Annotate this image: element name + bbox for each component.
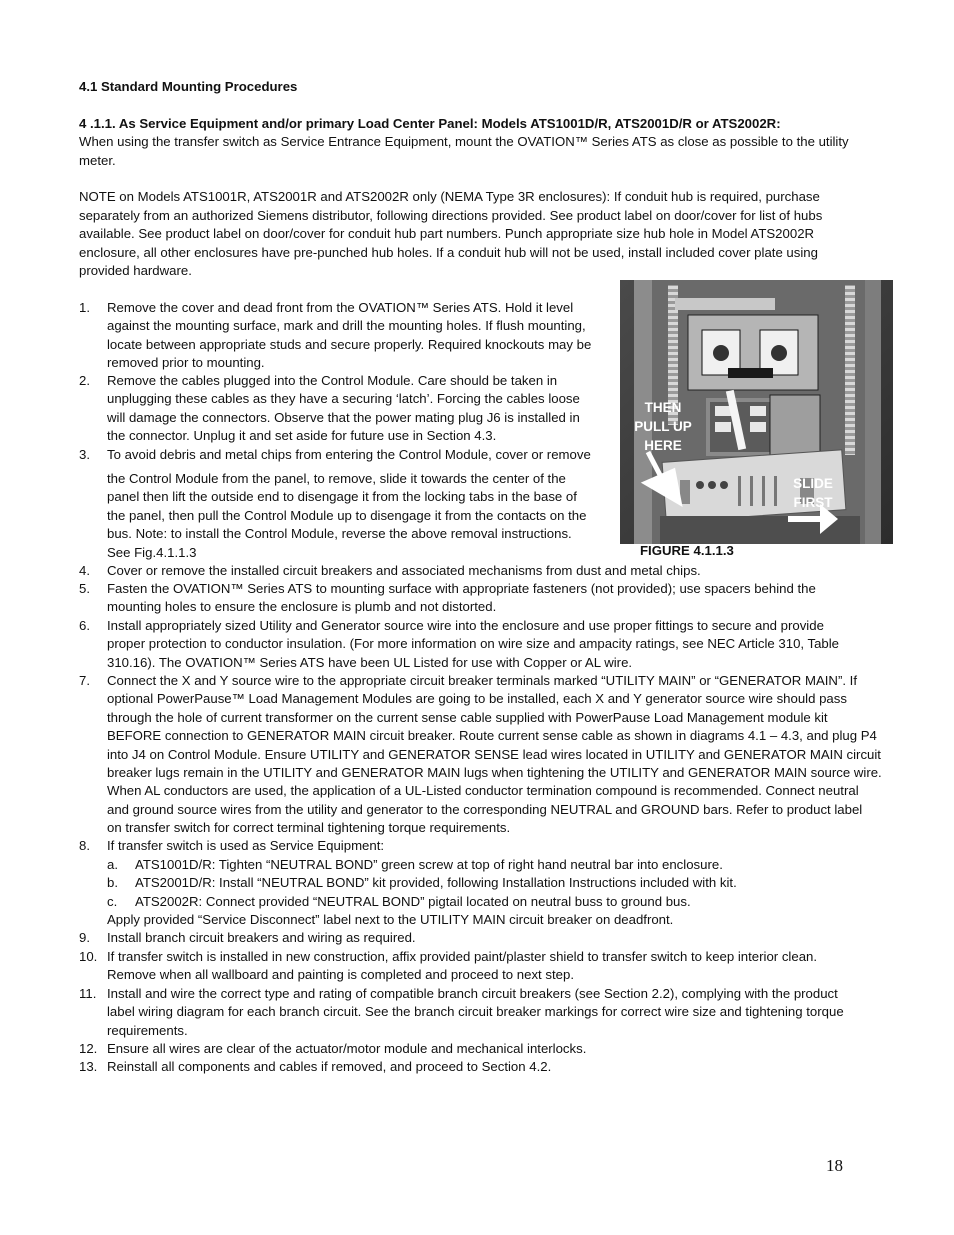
step-line: the panel, then pull the Control Module up to disengage it from the contacts on the bbox=[107, 507, 587, 523]
sub-step-text: ATS2001D/R: Install “NEUTRAL BOND” kit provided, following Installation Instructions included with kit. bbox=[135, 875, 737, 890]
step-line: breaker lugs remain in the UTILITY and GENERATOR MAIN lugs when tightening the UTILITY and GENERATOR MAIN source wire. bbox=[107, 765, 882, 781]
figure-label-line: PULL UP bbox=[634, 419, 692, 434]
intro-line: When using the transfer switch as Service Entrance Equipment, mount the OVATION™ Series ATS as close as possible to the utility bbox=[79, 134, 849, 149]
step-line: locate between appropriate studs and secure properly. Required knockouts may be bbox=[107, 336, 592, 352]
step-line: Install appropriately sized Utility and Generator source wire into the enclosure and use proper fittings to secure and provide bbox=[107, 618, 824, 633]
step-number: 10. bbox=[79, 949, 98, 964]
step-line: To avoid debris and metal chips from entering the Control Module, cover or remove bbox=[107, 447, 591, 462]
step-number: 3. bbox=[79, 447, 90, 462]
step-13-text bbox=[107, 1058, 551, 1076]
step-number: 4. bbox=[79, 563, 90, 578]
sub-step-letter: b. bbox=[107, 875, 118, 890]
step-line: mounting holes to ensure the enclosure is plumb and not distorted. bbox=[107, 599, 497, 615]
step-line: Remove the cables plugged into the Control Module. Care should be taken in bbox=[107, 373, 558, 388]
step-line: requirements. bbox=[107, 1022, 188, 1038]
step-11-text bbox=[107, 985, 844, 1040]
step-line: will damage the connectors. Observe that the power mating plug J6 is installed in bbox=[107, 409, 580, 425]
step-number: 2. bbox=[79, 373, 90, 388]
step-line: against the mounting surface, mark and drill the mounting holes. If flush mounting, bbox=[107, 318, 586, 334]
step-line: Reinstall all components and cables if removed, and proceed to Section 4.2. bbox=[107, 1059, 552, 1074]
step-8-tail: Apply provided “Service Disconnect” label next to the UTILITY MAIN circuit breaker on deadfront. bbox=[107, 912, 674, 927]
step-number: 7. bbox=[79, 673, 90, 688]
step-line: the connector. Unplug it and set aside for future use in Section 4.3. bbox=[107, 428, 497, 444]
step-5-text bbox=[107, 580, 816, 617]
intro-line: meter. bbox=[79, 153, 116, 168]
step-line: on transfer switch for correct terminal tightening torque requirements. bbox=[107, 820, 511, 836]
step-line: unplugging these cables as they have a securing ‘latch’. Forcing the cables loose bbox=[107, 391, 580, 407]
step-line: label wiring diagram for each branch circuit. See the branch circuit breaker markings for correct wire size and tightening torque bbox=[107, 1004, 844, 1020]
step-line: See Fig.4.1.1.3 bbox=[107, 544, 197, 560]
sub-step-text: ATS2002R: Connect provided “NEUTRAL BOND” pigtail located on neutral buss to ground bus. bbox=[135, 894, 691, 909]
step-1-text bbox=[107, 299, 607, 373]
note-line: NOTE on Models ATS1001R, ATS2001R and ATS2002R only (NEMA Type 3R enclosures): If conduit hub is required, purchase bbox=[79, 189, 820, 204]
step-line: panel then lift the outside end to disengage it from the locking tabs in the base of bbox=[107, 489, 577, 505]
step-number: 9. bbox=[79, 930, 90, 945]
step-line: Install and wire the correct type and rating of compatible branch circuit breakers (see Section 2.2), complying with the product bbox=[107, 986, 838, 1001]
step-number: 5. bbox=[79, 581, 90, 596]
note-line: enclosure, all other enclosures have pre-punched hub holes. If a conduit hub will not be used, install included cover plate using bbox=[79, 245, 818, 260]
step-2-text bbox=[107, 372, 607, 446]
figure-label-line: FIRST bbox=[793, 495, 833, 510]
figure-4-1-1-3-photo bbox=[620, 280, 893, 544]
step-line: If transfer switch is installed in new construction, affix provided paint/plaster shield to transfer switch to keep interior clean. bbox=[107, 949, 818, 964]
step-3-text bbox=[107, 446, 607, 464]
step-line: Ensure all wires are clear of the actuator/motor module and mechanical interlocks. bbox=[107, 1041, 587, 1056]
step-10-text bbox=[107, 948, 817, 985]
step-4-text bbox=[107, 562, 701, 580]
step-line: Fasten the OVATION™ Series ATS to mounting surface with appropriate fasteners (not provided); use spacers behind the bbox=[107, 581, 816, 596]
step-line: through the hole of current transformer on the current sense cable supplied with PowerPause Load Management module kit bbox=[107, 709, 828, 725]
step-8-text: If transfer switch is used as Service Equipment: bbox=[107, 838, 385, 853]
step-line: into J4 on Control Module. Ensure UTILITY and GENERATOR SENSE lead wires located in UTILITY and GENERATOR MAIN circuit bbox=[107, 746, 881, 762]
step-line: Cover or remove the installed circuit breakers and associated mechanisms from dust and metal chips. bbox=[107, 563, 701, 578]
figure-label-slide-first bbox=[788, 474, 838, 512]
step-number: 13. bbox=[79, 1059, 98, 1074]
step-line: and ground source wires from the utility and generator to the corresponding NEUTRAL and GROUND bars. Refer to product label bbox=[107, 801, 863, 817]
section-heading: 4.1 Standard Mounting Procedures bbox=[79, 79, 298, 94]
step-12-text bbox=[107, 1040, 586, 1058]
step-line: Remove the cover and dead front from the OVATION™ Series ATS. Hold it level bbox=[107, 300, 574, 315]
step-line: Install branch circuit breakers and wiring as required. bbox=[107, 930, 416, 945]
step-3-continued bbox=[107, 470, 607, 562]
sub-step-text: ATS1001D/R: Tighten “NEUTRAL BOND” green screw at top of right hand neutral bar into enclosure. bbox=[135, 857, 723, 872]
step-number: 6. bbox=[79, 618, 90, 633]
figure-label-then-pull-up-here bbox=[628, 398, 698, 455]
step-number: 1. bbox=[79, 300, 90, 315]
figure-label-line: THEN bbox=[644, 400, 682, 415]
note-line: provided hardware. bbox=[79, 263, 192, 278]
step-line: Connect the X and Y source wire to the appropriate circuit breaker terminals marked “UTILITY MAIN” or “GENERATOR MAIN”. If bbox=[107, 673, 857, 688]
step-line: bus. Note: to install the Control Module, reverse the above removal instructions. bbox=[107, 526, 572, 542]
figure-label-line: SLIDE bbox=[793, 476, 833, 491]
page-number: 18 bbox=[826, 1156, 843, 1175]
subsection-heading: 4 .1.1. As Service Equipment and/or primary Load Center Panel: Models ATS1001D/R, ATS2001D/R or ATS2002R: bbox=[79, 116, 781, 131]
step-number: 12. bbox=[79, 1041, 98, 1056]
step-9-text bbox=[107, 929, 416, 947]
step-line: optional PowerPause™ Load Management Modules are going to be installed, each X and Y generator source wire should pass bbox=[107, 691, 847, 707]
note-line: available. See product label on door/cover for conduit hub part numbers. Punch appropriate size hub hole in Model ATS2002R bbox=[79, 226, 815, 241]
sub-step-letter: c. bbox=[107, 894, 118, 909]
step-6-text bbox=[107, 617, 839, 672]
sub-step-letter: a. bbox=[107, 857, 118, 872]
step-line: Remove when all wallboard and painting is completed and proceed to next step. bbox=[107, 967, 574, 983]
step-line: When AL conductors are used, the application of a UL-Listed conductor termination compound is recommended. Connect neutral bbox=[107, 783, 859, 799]
step-line: the Control Module from the panel, to remove, slide it towards the center of the bbox=[107, 471, 566, 486]
step-7-text bbox=[107, 672, 882, 838]
step-number: 8. bbox=[79, 838, 90, 853]
step-number: 11. bbox=[79, 986, 97, 1001]
figure-label-line: HERE bbox=[644, 438, 682, 453]
step-line: removed prior to mounting. bbox=[107, 355, 265, 371]
step-line: proper protection to conductor insulation. (For more information on wire size and ampacity ratings, see NEC Article 310, Table bbox=[107, 636, 840, 652]
step-line: 310.16). The OVATION™ Series ATS have been UL Listed for use with Copper or AL wire. bbox=[107, 654, 633, 670]
figure-caption: FIGURE 4.1.1.3 bbox=[640, 543, 734, 558]
note-line: separately from an authorized Siemens distributor, following directions provided. See product label on door/cover for list of hubs bbox=[79, 208, 823, 223]
step-line: BEFORE connection to GENERATOR MAIN circuit breaker. Route current sense cable as shown in diagrams 4.1 – 4.3, and plug P4 bbox=[107, 728, 877, 744]
